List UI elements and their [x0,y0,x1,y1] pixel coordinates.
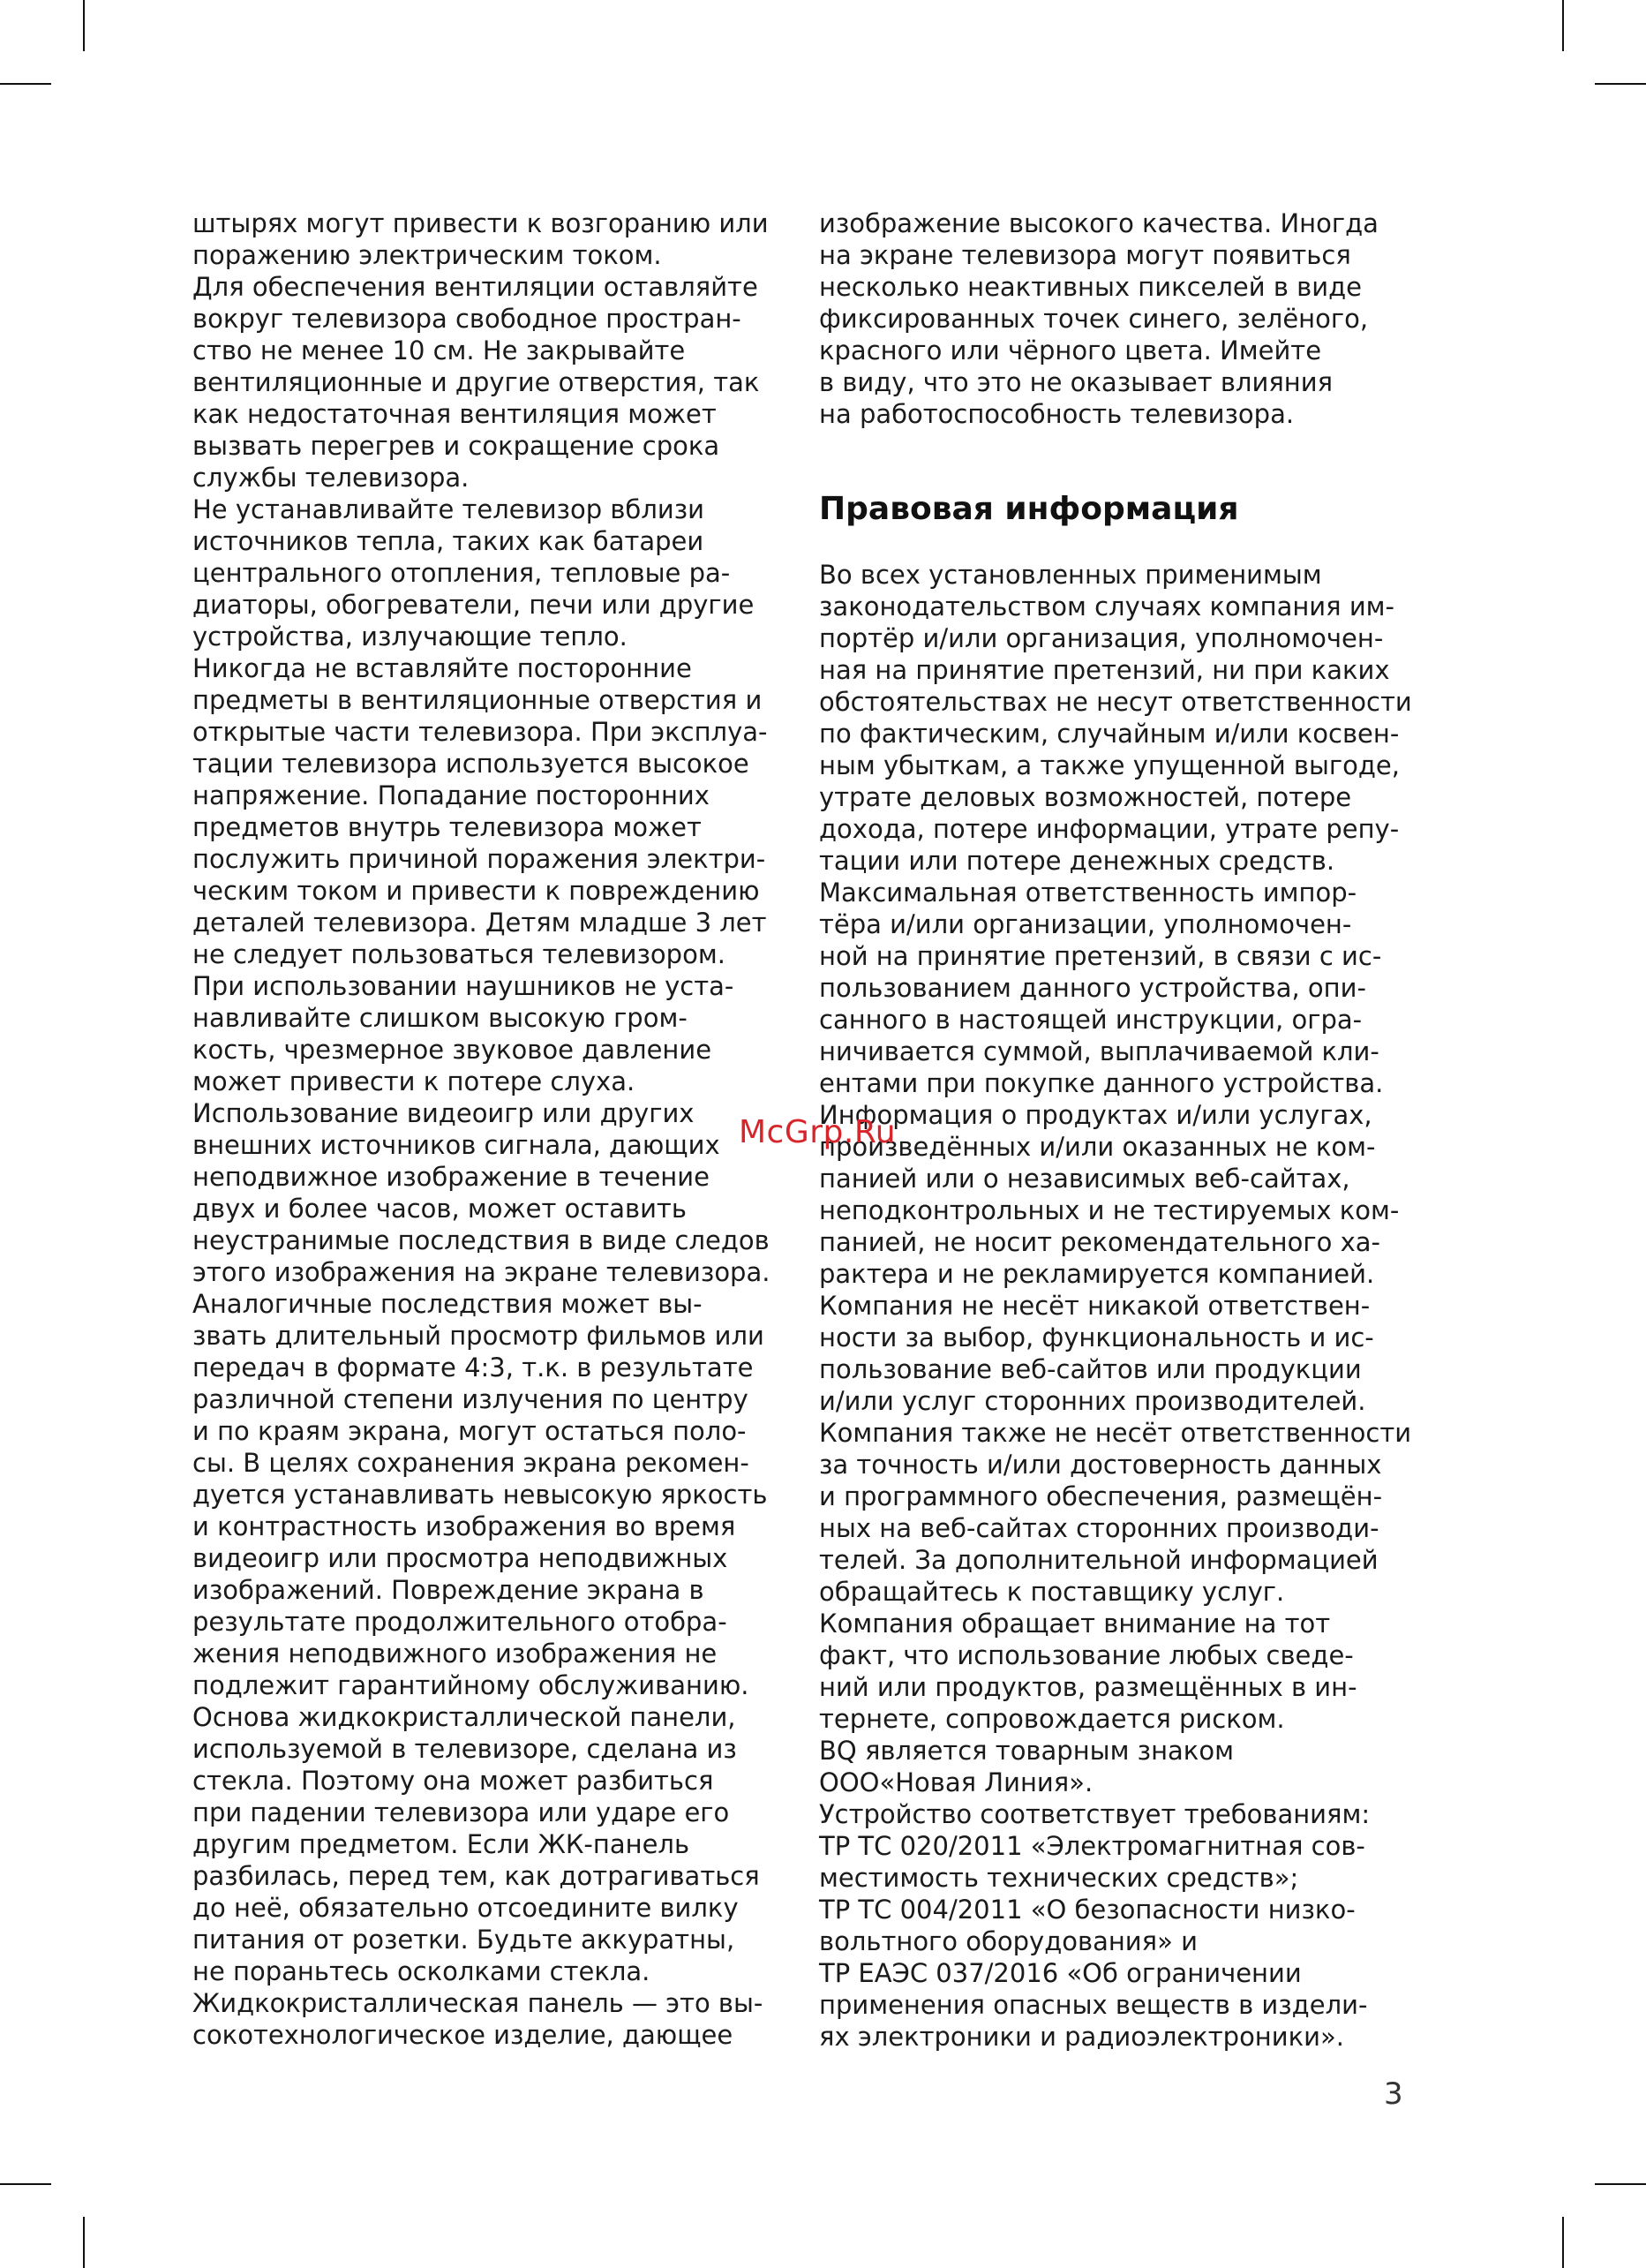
text-line: дохода, потере информации, утрате репу- [819,814,1400,844]
text-line: передач в формате 4:3, т.к. в результате [192,1353,754,1383]
text-line: факт, что использование любых сведе- [819,1640,1354,1670]
left-column [192,207,793,2051]
right-column-intro [819,207,1412,430]
text-line: послужить причиной поражения электри- [192,844,766,874]
text-line: сы. В целях сохранения экрана рекомен- [192,1448,749,1478]
text-line: BQ является товарным знаком [819,1736,1234,1766]
text-line: устройства, излучающие тепло. [192,622,628,652]
text-line: как недостаточная вентиляция может [192,399,717,429]
text-line: жения неподвижного изображения не [192,1639,718,1669]
text-line: телей. За дополнительной информацией [819,1545,1379,1575]
text-line: звать длительный просмотр фильмов или [192,1321,764,1351]
text-line: Устройство соответствует требованиям: [819,1799,1371,1829]
text-line: ной на принятие претензий, в связи с ис- [819,941,1382,971]
text-line: службы телевизора. [192,463,470,493]
text-line: различной степени излучения по центру [192,1384,748,1414]
page-number: 3 [1384,2076,1403,2112]
text-line: центрального отопления, тепловые ра- [192,558,731,588]
text-line: ентами при покупке данного устройства. [819,1068,1384,1098]
text-line: этого изображения на экране телевизора. [192,1257,770,1287]
text-line: сокотехнологическое изделие, дающее [192,2020,733,2050]
text-line: неустранимые последствия в виде следов [192,1225,770,1255]
text-line: портёр и/или организация, уполномочен- [819,623,1384,653]
text-line: Компания обращает внимание на тот [819,1609,1331,1639]
text-line: внешних источников сигнала, дающих [192,1130,720,1160]
text-line: дуется устанавливать невысокую яркость [192,1480,768,1510]
crop-mark-left-top [0,83,51,85]
text-line: используемой в телевизоре, сделана из [192,1734,737,1764]
text-line: красного или чёрного цвета. Имейте [819,335,1322,365]
text-line: деталей телевизора. Детям младше 3 лет [192,908,767,938]
text-line: панией, не носит рекомендательного ха- [819,1227,1380,1257]
text-line: Никогда не вставляйте посторонние [192,653,692,683]
text-line: Не устанавливайте телевизор вблизи [192,494,704,524]
text-line: ных на веб-сайтах сторонних производи- [819,1513,1379,1543]
text-line: ТР ТС 004/2011 «О безопасности низко- [819,1895,1356,1925]
text-line: за точность и/или достоверность данных [819,1450,1382,1480]
text-line: на экране телевизора могут появиться [819,240,1351,270]
text-line: ничивается суммой, выплачиваемой кли- [819,1036,1379,1066]
text-line: ях электроники и радиоэлектроники». [819,2022,1344,2052]
text-line: Компания не несёт никакой ответствен- [819,1291,1371,1321]
crop-mark-top-right [1562,0,1564,51]
text-line: вызвать перегрев и сокращение срока [192,431,720,461]
text-line: навливайте слишком высокую гром- [192,1003,688,1033]
text-line: ТР ТС 020/2011 «Электромагнитная сов- [819,1831,1365,1861]
crop-mark-left-bottom [0,2183,51,2185]
text-line: Аналогичные последствия может вы- [192,1289,703,1319]
text-line: законодательством случаях компания им- [819,591,1395,622]
text-line: неподконтрольных и не тестируемых ком- [819,1195,1400,1225]
text-line: на работоспособность телевизора. [819,399,1295,429]
text-line: и/или услуг сторонних производителей. [819,1386,1366,1416]
text-line: ным убыткам, а также упущенной выгоде, [819,750,1400,780]
text-line: вольтного оборудования» и [819,1926,1198,1956]
text-line: источников тепла, таких как батареи [192,526,704,556]
text-line: ности за выбор, функциональность и ис- [819,1322,1374,1353]
text-line: диаторы, обогреватели, печи или другие [192,590,755,620]
text-line: питания от розетки. Будьте аккуратны, [192,1925,735,1955]
text-line: Использование видеоигр или других [192,1098,695,1128]
text-line: вентиляционные и другие отверстия, так [192,367,760,397]
text-line: видеоигр или просмотра неподвижных [192,1543,728,1573]
text-line: изображений. Повреждение экрана в [192,1575,704,1605]
text-line: пользованием данного устройства, опи- [819,973,1366,1003]
text-line: ООО«Новая Линия». [819,1767,1094,1797]
text-line: Максимальная ответственность импор- [819,878,1357,908]
text-line: рактера и не рекламируется компанией. [819,1259,1375,1289]
text-line: по фактическим, случайным и/или косвен- [819,719,1400,749]
text-line: обстоятельствах не несут ответственности [819,687,1412,717]
text-line: стекла. Поэтому она может разбиться [192,1766,714,1796]
legal-heading: Правовая информация [819,491,1239,527]
text-line: При использовании наушников не уста- [192,971,734,1001]
crop-mark-bottom-right [1562,2217,1564,2268]
text-line: ная на принятие претензий, ни при каких [819,655,1390,685]
text-line: применения опасных веществ в издели- [819,1990,1368,2020]
right-column [819,207,1412,2053]
text-line: до неё, обязательно отсоедините вилку [192,1893,739,1923]
text-line: результате продолжительного отобра- [192,1607,727,1637]
text-line: и по краям экрана, могут остаться поло- [192,1416,747,1446]
text-line: ний или продуктов, размещённых в ин- [819,1672,1357,1702]
text-line: Компания также не несёт ответственности [819,1418,1412,1448]
text-line: неподвижное изображение в течение [192,1162,710,1192]
text-line: несколько неактивных пикселей в виде [819,272,1362,302]
text-line: и контрастность изображения во время [192,1511,736,1541]
text-line: открытые части телевизора. При эксплуа- [192,717,768,747]
text-line: не следует пользоваться телевизором. [192,939,725,969]
text-line: не пораньтесь осколками стекла. [192,1956,650,1986]
text-line: предметов внутрь телевизора может [192,812,702,842]
crop-mark-bottom-left [83,2217,85,2268]
text-line: фиксированных точек синего, зелёного, [819,304,1369,334]
text-line: в виду, что это не оказывает влияния [819,367,1334,397]
text-line: Информация о продуктах и/или услугах, [819,1100,1372,1130]
text-line: Жидкокристаллическая панель — это вы- [192,1988,763,2018]
text-line: пользование веб-сайтов или продукции [819,1354,1362,1384]
text-line: и программного обеспечения, размещён- [819,1481,1383,1511]
text-line: Во всех установленных применимым [819,560,1322,590]
text-line: тации телевизора используется высокое [192,749,749,779]
text-line: штырях могут привести к возгоранию или [192,208,769,238]
crop-mark-right-top [1595,83,1646,85]
text-line: панией или о независимых веб-сайтах, [819,1164,1350,1194]
text-line: разбилась, перед тем, как дотрагиваться [192,1861,760,1891]
text-line: подлежит гарантийному обслуживанию. [192,1670,749,1700]
text-line: предметы в вентиляционные отверстия и [192,685,763,715]
text-line: ство не менее 10 см. Не закрывайте [192,335,686,365]
text-line: другим предметом. Если ЖК-панель [192,1829,690,1859]
text-line: поражению электрическим током. [192,240,662,270]
text-line: двух и более часов, может оставить [192,1194,687,1224]
text-line: при падении телевизора или ударе его [192,1797,730,1827]
text-line: тации или потере денежных средств. [819,846,1335,876]
text-line: вокруг телевизора свободное простран- [192,304,741,334]
legal-text [819,559,1412,2053]
text-line: обращайтесь к поставщику услуг. [819,1577,1285,1607]
text-line: произведённых и/или оказанных не ком- [819,1132,1376,1162]
text-line: Для обеспечения вентиляции оставляйте [192,272,758,302]
crop-mark-right-bottom [1595,2183,1646,2185]
text-line: утрате деловых возможностей, потере [819,782,1352,812]
text-line: санного в настоящей инструкции, огра- [819,1005,1363,1035]
crop-mark-top-left [83,0,85,51]
text-line: кость, чрезмерное звуковое давление [192,1035,712,1065]
text-line: тёра и/или организации, уполномочен- [819,909,1352,939]
text-line: изображение высокого качества. Иногда [819,208,1379,238]
text-line: напряжение. Попадание посторонних [192,780,710,810]
text-line: ТР ЕАЭС 037/2016 «Об ограничении [819,1958,1302,1988]
watermark: McGrp.Ru [739,1114,897,1150]
text-line: местимость технических средств»; [819,1863,1299,1893]
text-line: тернете, сопровождается риском. [819,1704,1285,1734]
text-line: может привести к потере слуха. [192,1066,635,1096]
text-line: Основа жидкокристаллической панели, [192,1702,736,1732]
text-line: ческим током и привести к повреждению [192,876,760,906]
